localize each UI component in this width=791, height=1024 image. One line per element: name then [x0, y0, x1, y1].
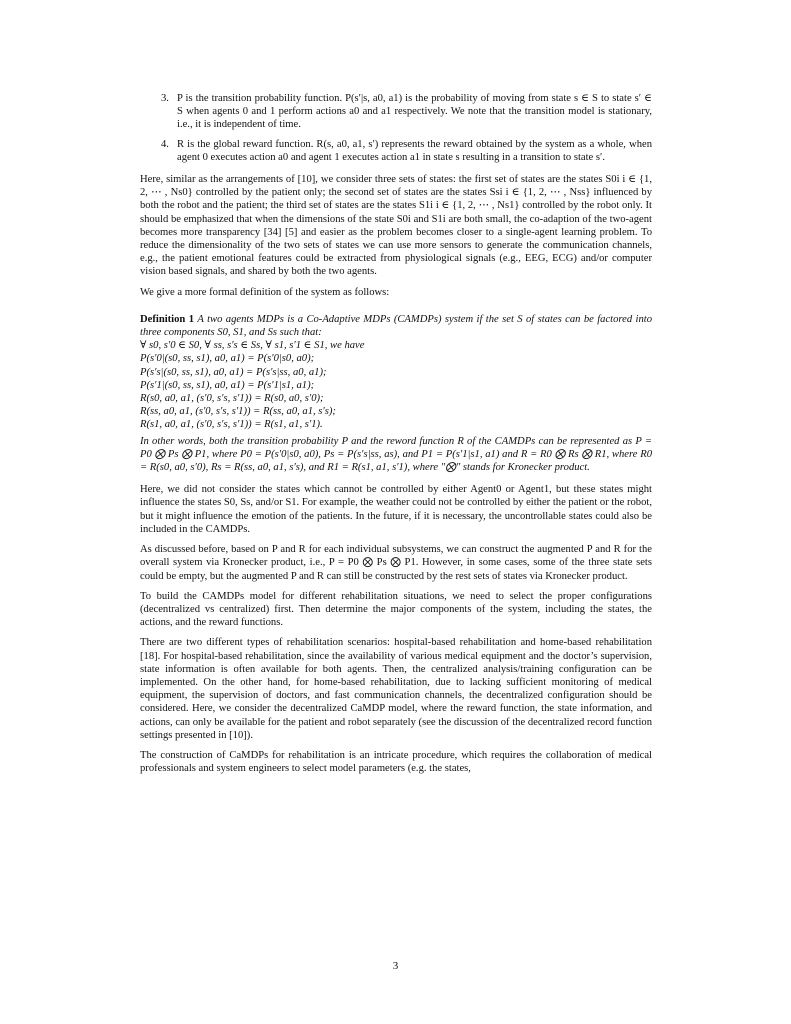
equation-line: R(s0, a0, a1, (s′0, s′s, s′1)) = R(s0, a0, s′0); [140, 393, 324, 405]
list-item-text: P is the transition probability function. P(s′|s, a0, a1) is the probability of moving from state s ∈ S to state s′ ∈ S when agents 0 and 1 perform actions a0 and a1 respectively. We note that the transition model is stationary, i.e., it is independent of time. [177, 93, 652, 131]
list-item-text: R is the global reward function. R(s, a0, a1, s′) represents the reward obtained by the system as a whole, when agent 0 executes action a0 and agent 1 executes action a1 in state s resulting in a transition to state s′. [177, 138, 652, 163]
list-item [140, 92, 652, 132]
page-number: 3 [392, 960, 399, 972]
equation-line: ∀ s0, s′0 ∈ S0, ∀ ss, s′s ∈ Ss, ∀ s1, s′1 ∈ S1, we have [140, 340, 365, 352]
list-item-number: 4. [161, 138, 169, 150]
equation-line: P(s′s|(s0, ss, s1), a0, a1) = P(s′s|ss, a0, a1); [140, 366, 327, 378]
paragraph: Here, we did not consider the states which cannot be controlled by either Agent0 or Agent1, but these states might influence the states S0, Ss, and/or S1. For example, the weather could not be controlled by either the patient or the robot, but it might influence the emotion of the patients. In the future, if it is necessary, the uncontrollable states could also be included in the CAMDPs. [140, 484, 652, 535]
paragraph: We give a more formal definition of the system as follows: [140, 286, 390, 298]
equation-line: P(s′1|(s0, ss, s1), a0, a1) = P(s′1|s1, a1); [140, 379, 315, 391]
list-item [140, 138, 652, 164]
equation-line: P(s′0|(s0, ss, s1), a0, a1) = P(s′0|s0, a0); [140, 353, 315, 365]
paragraph: To build the CAMDPs model for different rehabilitation situations, we need to select the proper configurations (decentralized vs centralized) first. Then determine the major components of the system, including the states, the actions, and the reward functions. [140, 590, 652, 629]
equation-line: R(s1, a0, a1, (s′0, s′s, s′1)) = R(s1, a1, s′1). [140, 419, 323, 431]
paragraph: Here, similar as the arrangements of [10], we consider three sets of states: the first set of states are the states S0i i ∈ {1, 2, ⋯ , Ns0} controlled by the patient only; the second set of states are the states Ssi i ∈ {1, 2, ⋯ , Nss} influenced by both the robot and the patient; the third set of states are the states S1i i ∈ {1, 2, ⋯ , Ns1} controlled by the robot only. It should be emphasized that when the dimensions of the state S0i and S1i are both small, the co-adaption of the two-agent becomes more transparency [34] [5] and easier as the problem becomes closer to a single-agent learning problem. To reduce the dimensionality of the two sets of states we can use more sensors to generate the communication channels, e.g., the patient emotional features could be extracted from physiological signals (e.g., EEG, ECG) and/or computer vision based signals, and shared by both the two agents. [140, 174, 652, 278]
paragraph: As discussed before, based on P and R for each individual subsystems, we can construct the augmented P and R for the overall system via Kronecker product, i.e., P = P0 ⨂ Ps ⨂ P1. However, in some cases, some of the three state sets could be empty, but the augmented P and R can still be constructed by the rest sets of states via Kronecker product. [140, 544, 652, 582]
page-body [140, 92, 652, 782]
paragraph: There are two different types of rehabilitation scenarios: hospital-based rehabilitation and home-based rehabilitation [18]. For hospital-based rehabilitation, since the availability of various medical equipment and the doctor’s supervision, state information is often available for both agents. Then, the centralized analysis/training configuration can be implemented. On the other hand, for home-based rehabilitation, due to lacking sufficient monitoring of medical equipment, the supervision of doctors, and fast communication channels, the decentralized configuration should be considered. Here, we consider the decentralized CaMDP model, where the reward function, the state information, and actions, can only be available for the patient and robot separately (see the discussion of the decentralized record function settings presented in [10]). [140, 637, 652, 741]
definition-intro: A two agents MDPs is a Co-Adaptive MDPs (CAMDPs) system if the set S of states can be factored into three components S0, S1, and Ss such that: [140, 313, 653, 339]
definition-list [140, 92, 652, 164]
definition-label: Definition 1 [140, 313, 195, 325]
definition-block [140, 313, 652, 474]
definition-closing: In other words, both the transition probability P and the reword function R of the CAMDPs can be represented as P = P0 ⨂ Ps ⨂ P1, where P0 = P(s′0|s0, a0), Ps = P(s′s|ss, as), and P1 = P(s′1|s1, a1) and R = R0 ⨂ Rs ⨂ R1, where R0 = R(s0, a0, s′0), Rs = R(ss, a0, a1, s′s), and R1 = R(s1, a1, s′1), where "⨂" stands for Kronecker product. [140, 435, 652, 474]
equation-line: R(ss, a0, a1, (s′0, s′s, s′1)) = R(ss, a0, a1, s′s); [140, 406, 336, 418]
list-item-number: 3. [161, 93, 169, 104]
paragraph: The construction of CaMDPs for rehabilitation is an intricate procedure, which requires the collaboration of medical professionals and system engineers to select model parameters (e.g. the states, [140, 749, 652, 775]
